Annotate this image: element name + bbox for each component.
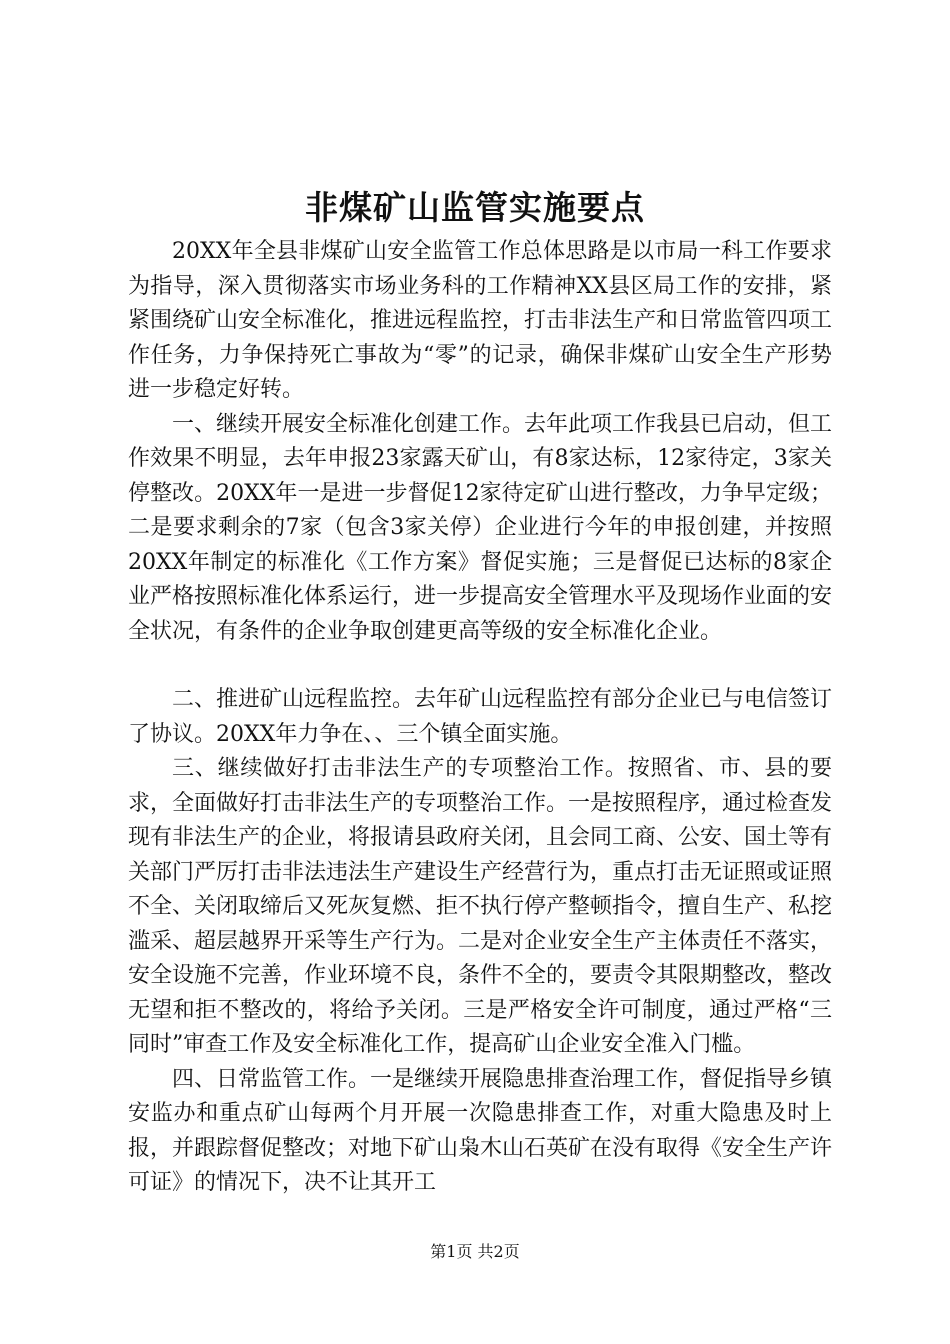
paragraph-section-4: 四、日常监管工作。一是继续开展隐患排查治理工作，督促指导乡镇安监办和重点矿山每两个月开展一次隐患排查工作，对重大隐患及时上报，并跟踪督促整改；对地下矿山枭木山石英矿在没有取得《安全生产许可证》的情况下，决不让其开工 — [128, 1066, 833, 1195]
document-body — [128, 235, 832, 1201]
paragraph-section-3: 三、继续做好打击非法生产的专项整治工作。按照省、市、县的要求，全面做好打击非法生产的专项整治工作。一是按照程序，通过检查发现有非法生产的企业，将报请县政府关闭，且会同工商、公安、国土等有关部门严厉打击非法违法生产建设生产经营行为，重点打击无证照或证照不全、关闭取缔后又死灰复燃、拒不执行停产整顿指令，擅自生产、私挖滥采、超层越界开采等生产行为。二是对企业安全生产主体责任不落实，安全设施不完善，作业环境不良，条件不全的，要责令其限期整改，整改无望和拒不整改的，将给予关闭。三是严格安全许可制度，通过严格“三同时”审查工作及安全标准化工作，提高矿山企业安全准入门槛。 — [128, 756, 833, 1057]
document-title: 非煤矿山监管实施要点 — [305, 188, 645, 227]
paragraph-section-2: 二、推进矿山远程监控。去年矿山远程监控有部分企业已与电信签订了协议。20XX年力争在、、三个镇全面实施。 — [128, 687, 833, 747]
page-footer: 第1页 共2页 — [430, 1242, 520, 1261]
paragraph-section-1: 一、继续开展安全标准化创建工作。去年此项工作我县已启动，但工作效果不明显，去年申报23家露天矿山，有8家达标，12家待定，3家关停整改。20XX年一是进一步督促12家待定矿山进行整改，力争早定级；二是要求剩余的7家（包含3家关停）企业进行今年的申报创建，并按照20XX年制定的标准化《工作方案》督促实施；三是督促已达标的8家企业严格按照标准化体系运行，进一步提高安全管理水平及现场作业面的安全状况，有条件的企业争取创建更高等级的安全标准化企业。 — [128, 411, 833, 644]
paragraph-intro: 20XX年全县非煤矿山安全监管工作总体思路是以市局一科工作要求为指导，深入贯彻落实市场业务科的工作精神XX县区局工作的安排，紧紧围绕矿山安全标准化，推进远程监控，打击非法生产和日常监管四项工作任务，力争保持死亡事故为“零”的记录，确保非煤矿山安全生产形势进一步稳定好转。 — [128, 239, 833, 402]
